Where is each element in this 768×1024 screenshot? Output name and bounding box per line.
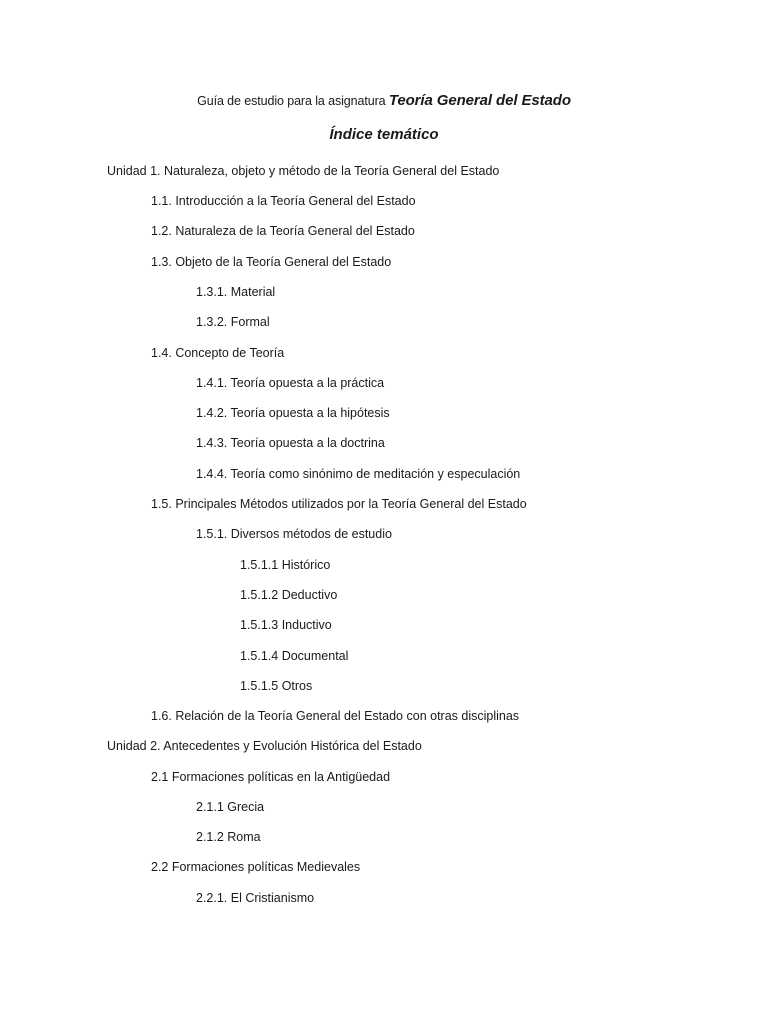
toc-subsection: 1.4.4. Teoría como sinónimo de meditación y especulación bbox=[196, 467, 521, 481]
toc-section: 1.6. Relación de la Teoría General del Estado con otras disciplinas bbox=[151, 709, 520, 723]
toc-section: 1.5. Principales Métodos utilizados por la Teoría General del Estado bbox=[151, 497, 527, 511]
toc-sub-subsection: 1.5.1.4 Documental bbox=[240, 649, 349, 663]
toc-subsection: 1.3.2. Formal bbox=[196, 315, 270, 329]
toc-subsection: 1.4.2. Teoría opuesta a la hipótesis bbox=[196, 406, 390, 420]
toc-subsection: 2.1.1 Grecia bbox=[196, 800, 265, 814]
toc-subsection: 2.1.2 Roma bbox=[196, 830, 261, 844]
toc-section: 2.2 Formaciones políticas Medievales bbox=[151, 860, 361, 874]
toc-sub-subsection: 1.5.1.1 Histórico bbox=[240, 558, 331, 572]
toc-section: 1.1. Introducción a la Teoría General del Estado bbox=[151, 194, 416, 208]
toc-subsection: 1.4.3. Teoría opuesta a la doctrina bbox=[196, 436, 385, 450]
title-subject: Teoría General del Estado bbox=[388, 92, 571, 109]
toc-section: 1.2. Naturaleza de la Teoría General del Estado bbox=[151, 224, 415, 238]
toc-section: 1.3. Objeto de la Teoría General del Estado bbox=[151, 255, 392, 269]
title-prefix: Guía de estudio para la asignatura bbox=[197, 94, 389, 108]
toc-subsection: 1.3.1. Material bbox=[196, 285, 276, 299]
toc-sub-subsection: 1.5.1.2 Deductivo bbox=[240, 588, 338, 602]
toc-subsection: 1.5.1. Diversos métodos de estudio bbox=[196, 527, 392, 541]
toc-unit-heading: Unidad 2. Antecedentes y Evolución Histórica del Estado bbox=[107, 739, 422, 753]
toc-unit-heading: Unidad 1. Naturaleza, objeto y método de la Teoría General del Estado bbox=[107, 164, 500, 178]
toc-sub-subsection: 1.5.1.5 Otros bbox=[240, 679, 313, 693]
toc-subsection: 1.4.1. Teoría opuesta a la práctica bbox=[196, 376, 385, 390]
toc-sub-subsection: 1.5.1.3 Inductivo bbox=[240, 618, 332, 632]
toc-section: 1.4. Concepto de Teoría bbox=[151, 346, 285, 360]
document-title bbox=[0, 92, 768, 109]
document-subtitle: Índice temático bbox=[329, 126, 439, 143]
toc-subsection: 2.2.1. El Cristianismo bbox=[196, 891, 315, 905]
toc-section: 2.1 Formaciones políticas en la Antigüedad bbox=[151, 770, 391, 784]
